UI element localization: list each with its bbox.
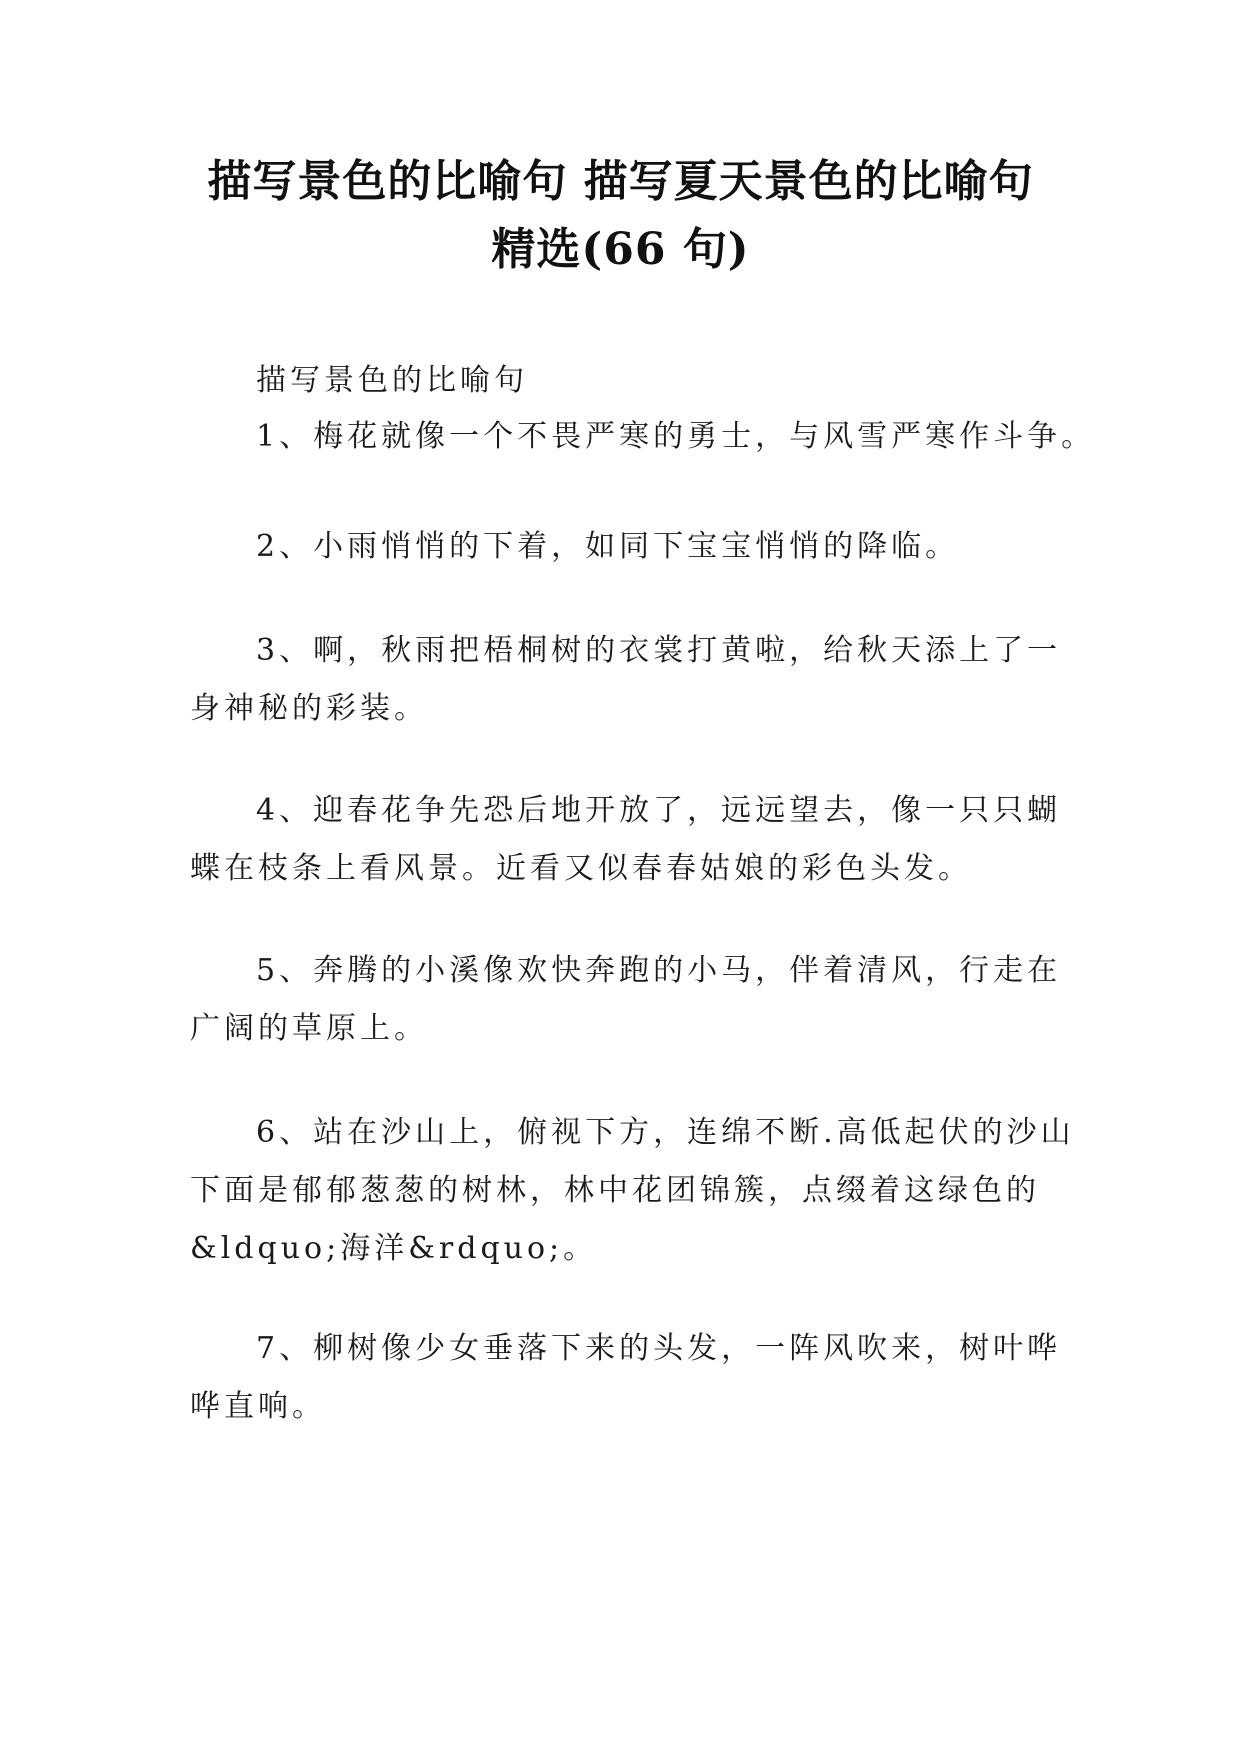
paragraph-7 xyxy=(190,1320,1062,1436)
paragraph-3-line-2: 身神秘的彩装。 xyxy=(190,691,428,726)
paragraph-6-line-3: &ldquo;海洋&rdquo;。 xyxy=(190,1231,598,1266)
paragraph-2 xyxy=(190,518,1050,576)
paragraph-1 xyxy=(190,408,1096,466)
paragraph-4-line-1: 4、迎春花争先恐后地开放了，远远望去，像一只只蝴 xyxy=(256,793,1062,828)
paragraph-6-line-2: 下面是郁郁葱葱的树林，林中花团锦簇，点缀着这绿色的 xyxy=(190,1173,1040,1208)
paragraph-3-line-1: 3、啊，秋雨把梧桐树的衣裳打黄啦，给秋天添上了一 xyxy=(256,633,1062,668)
section-heading xyxy=(190,352,1050,410)
paragraph-3 xyxy=(190,622,1062,738)
paragraph-4 xyxy=(190,782,1062,898)
paragraph-5-line-2: 广阔的草原上。 xyxy=(190,1011,428,1046)
paragraph-4-line-2: 蝶在枝条上看风景。近看又似春春姑娘的彩色头发。 xyxy=(190,851,972,886)
document-title xyxy=(150,148,1091,284)
paragraph-5 xyxy=(190,942,1062,1058)
paragraph-6 xyxy=(190,1104,1075,1278)
paragraph-6-line-1: 6、站在沙山上，俯视下方，连绵不断.高低起伏的沙山 xyxy=(256,1115,1075,1150)
title-line-1: 描写景色的比喻句 描写夏天景色的比喻句 xyxy=(207,156,1034,207)
paragraph-5-line-1: 5、奔腾的小溪像欢快奔跑的小马，伴着清风，行走在 xyxy=(256,953,1062,988)
paragraph-2-line-1: 2、小雨悄悄的下着，如同下宝宝悄悄的降临。 xyxy=(256,529,960,564)
paragraph-7-line-1: 7、柳树像少女垂落下来的头发，一阵风吹来，树叶哗 xyxy=(256,1331,1062,1366)
paragraph-1-line-1: 1、梅花就像一个不畏严寒的勇士，与风雪严寒作斗争。 xyxy=(256,419,1096,454)
paragraph-7-line-2: 哗直响。 xyxy=(190,1389,326,1424)
title-line-2: 精选(66 句) xyxy=(491,224,750,275)
section-heading-text: 描写景色的比喻句 xyxy=(256,363,528,398)
